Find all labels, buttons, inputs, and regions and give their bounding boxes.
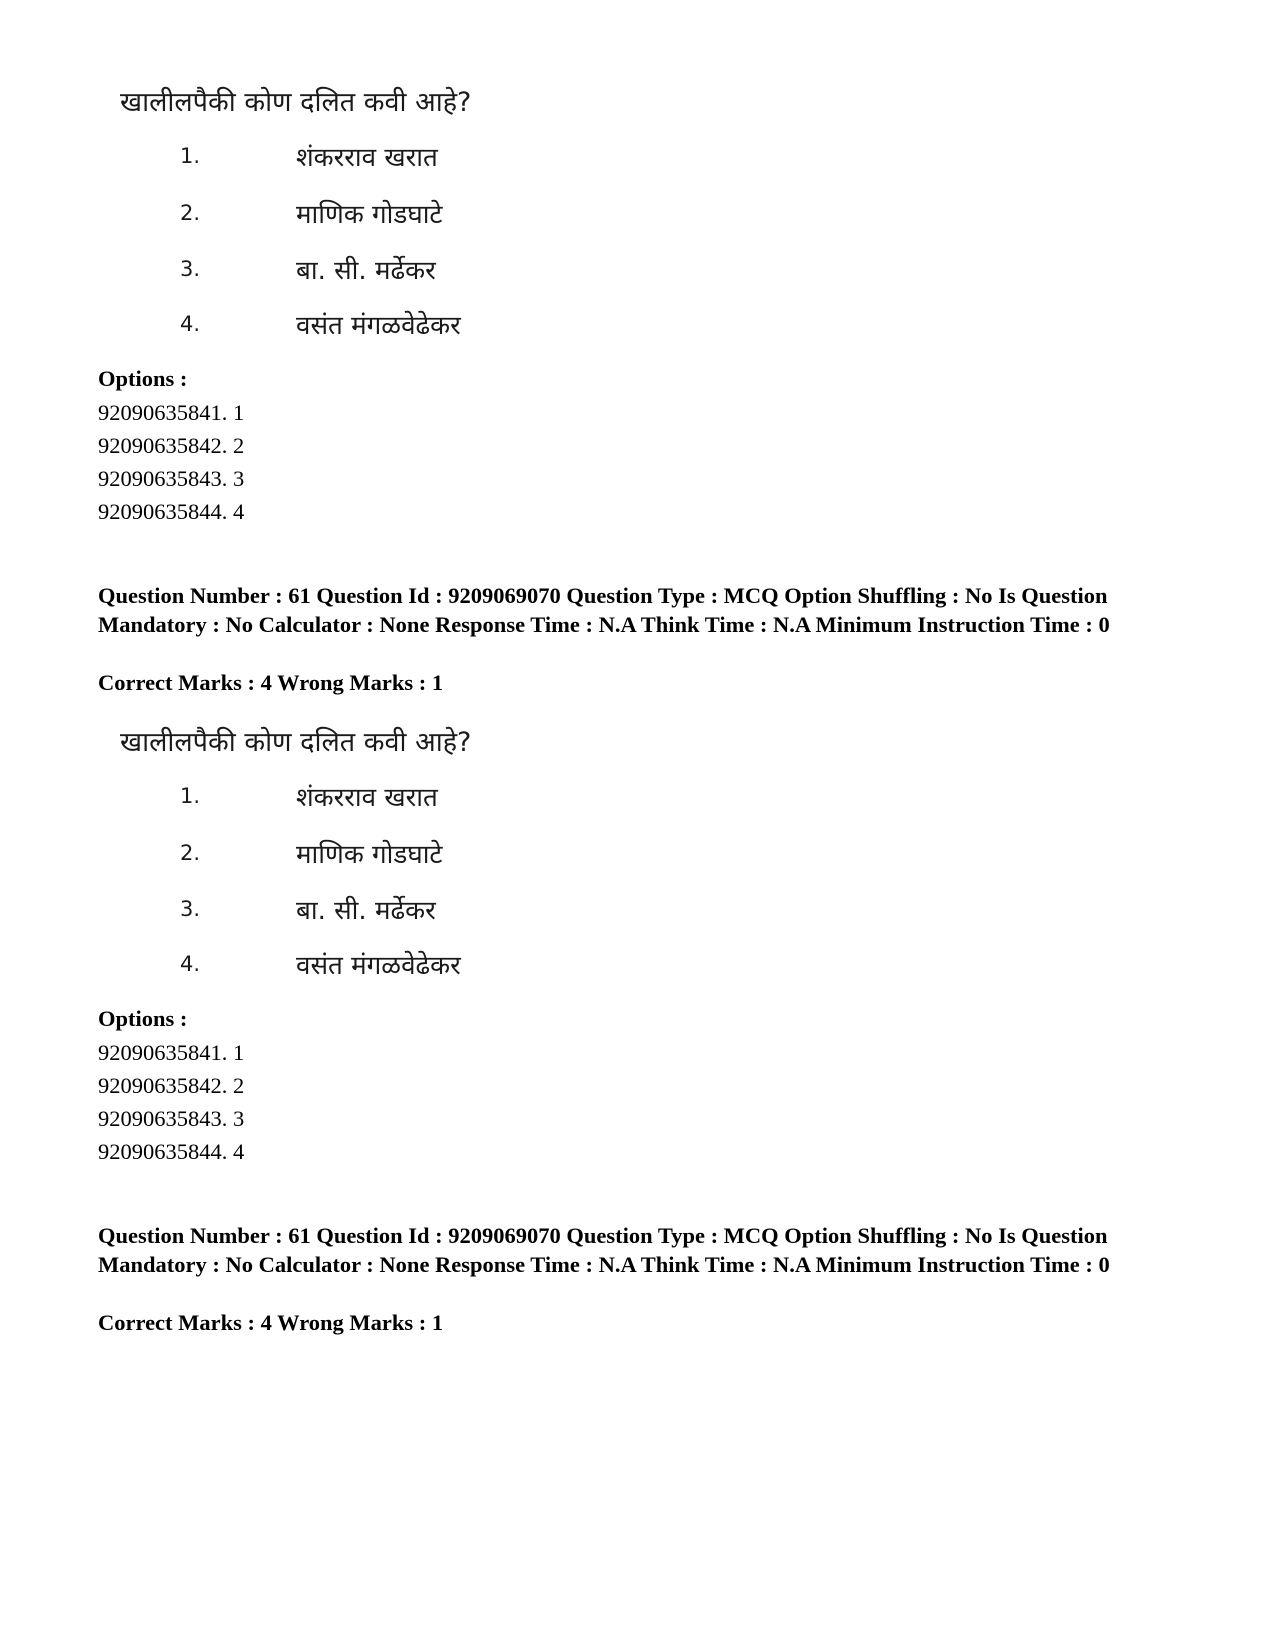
choice-label: वसंत मंगळवेढेकर [296,951,461,981]
question-text: खालीलपैकी कोण दलित कवी आहे? [120,727,472,758]
option-line: 92090635841. 1 [98,400,245,425]
choice-label: बा. सी. मर्ढेकर [296,896,436,926]
option-line: 92090635842. 2 [98,1073,245,1098]
choice-number: 1. [180,784,201,808]
choice-number: 3. [180,897,201,921]
choice-label: वसंत मंगळवेढेकर [296,311,461,341]
choice-number: 1. [180,144,201,168]
choice-number: 3. [180,257,201,281]
choice-number: 2. [180,201,201,225]
marks-line: Correct Marks : 4 Wrong Marks : 1 [98,1310,444,1335]
marks-line: Correct Marks : 4 Wrong Marks : 1 [98,670,444,695]
choice-label: शंकरराव खरात [296,783,438,813]
option-line: 92090635843. 3 [98,1106,245,1131]
question-meta: Question Number : 61 Question Id : 9209069070 Question Type : MCQ Option Shuffling : No Is Question Mandatory : No Calculator : None Response Time : N.A Think Time : N.A Minimum Instruction Time : 0 [98,1223,1110,1277]
choice-label: शंकरराव खरात [296,143,438,173]
options-title: Options : [98,366,188,391]
choice-label: माणिक गोडघाटे [296,200,443,230]
choice-number: 2. [180,841,201,865]
choice-label: बा. सी. मर्ढेकर [296,256,436,286]
option-line: 92090635841. 1 [98,1040,245,1065]
question-meta: Question Number : 61 Question Id : 9209069070 Question Type : MCQ Option Shuffling : No Is Question Mandatory : No Calculator : None Response Time : N.A Think Time : N.A Minimum Instruction Time : 0 [98,583,1110,637]
option-line: 92090635844. 4 [98,499,245,524]
options-title: Options : [98,1006,188,1031]
choice-number: 4. [180,312,201,336]
option-line: 92090635843. 3 [98,466,245,491]
question-text: खालीलपैकी कोण दलित कवी आहे? [120,87,472,118]
option-line: 92090635842. 2 [98,433,245,458]
choice-number: 4. [180,952,201,976]
choice-label: माणिक गोडघाटे [296,840,443,870]
option-line: 92090635844. 4 [98,1139,245,1164]
